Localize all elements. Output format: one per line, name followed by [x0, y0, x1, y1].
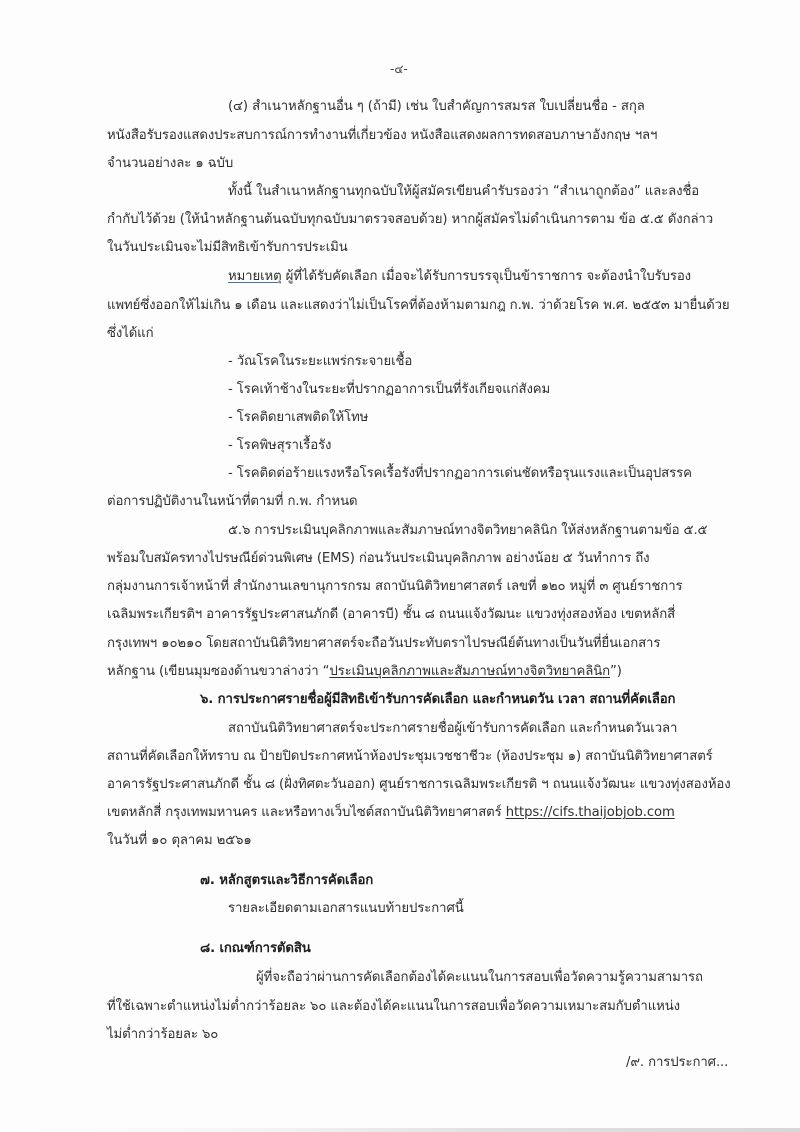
section-heading-8: ๘. เกณฑ์การตัดสิน [200, 941, 311, 956]
text-segment: หลักฐาน (เขียนมุมซองด้านขวาล่างว่า “ [107, 664, 330, 679]
paragraph-line: ทั้งนี้ ในสำเนาหลักฐานทุกฉบับให้ผู้สมัครเขียนคำรับรองว่า “สำเนาถูกต้อง” และลงชื่อ [228, 184, 700, 199]
paragraph-line: ผู้ที่จะถือว่าผ่านการคัดเลือกต้องได้คะแนนในการสอบเพื่อวัดความรู้ความสามารถ [256, 970, 703, 985]
scan-edge-shadow [0, 1128, 800, 1132]
note-label: หมายเหตุ [228, 269, 282, 284]
paragraph-line [107, 663, 622, 681]
paragraph-line: แพทย์ซึ่งออกให้ไม่เกิน ๑ เดือน และแสดงว่าไม่เป็นโรคที่ต้องห้ามตามกฎ ก.พ. ว่าด้วยโรค พ.ศ. ๒๕๕๓ มายื่นด้วย [107, 298, 730, 313]
paragraph-line: กำกับไว้ด้วย (ให้นำหลักฐานต้นฉบับทุกฉบับมาตรวจสอบด้วย) หากผู้สมัครไม่ดำเนินการตาม ข้อ ๕.๕ ดังกล่าว [107, 212, 714, 227]
paragraph-line: กรุงเทพฯ ๑๐๒๑๐ โดยสถาบันนิติวิทยาศาสตร์จะถือวันประทับตราไปรษณีย์ต้นทางเป็นวันที่ยื่นเอกสาร [107, 636, 661, 651]
paragraph-line: ๕.๖ การประเมินบุคลิกภาพและสัมภาษณ์ทางจิตวิทยาคลินิก ให้ส่งหลักฐานตามข้อ ๕.๕ [228, 523, 708, 538]
website-link[interactable]: https://cifs.thaijobjob.com [505, 805, 675, 820]
list-item: - โรคพิษสุราเรื้อรัง [228, 438, 332, 453]
paragraph-line: พร้อมใบสมัครทางไปรษณีย์ด่วนพิเศษ (EMS) ก่อนวันประเมินบุคลิกภาพ อย่างน้อย ๕ วันทำการ ถึง [107, 551, 650, 566]
section-heading-6: ๖. การประกาศรายชื่อผู้มีสิทธิเข้ารับการคัดเลือก และกำหนดวัน เวลา สถานที่คัดเลือก [200, 692, 676, 707]
paragraph-line: ซึ่งได้แก่ [107, 326, 154, 341]
paragraph-line: รายละเอียดตามเอกสารแนบท้ายประกาศนี้ [228, 901, 464, 916]
list-item: - วัณโรคในระยะแพร่กระจายเชื้อ [228, 354, 413, 369]
paragraph-line: จำนวนอย่างละ ๑ ฉบับ [107, 156, 234, 171]
paragraph-line: กลุ่มงานการเจ้าหน้าที่ สำนักงานเลขานุการกรม สถาบันนิติวิทยาศาสตร์ เลขที่ ๑๒๐ หมู่ที่ ๓ ศูนย์ราชการ [107, 579, 683, 594]
text-segment: เขตหลักสี่ กรุงเทพมหานคร และหรือทางเว็บไซต์สถาบันนิติวิทยาศาสตร์ [107, 805, 506, 820]
paragraph-line [107, 804, 675, 822]
paragraph-line: ในวันที่ ๑๐ ตุลาคม ๒๕๖๑ [107, 833, 252, 848]
paragraph-line: ที่ใช้เฉพาะตำแหน่งไม่ต่ำกว่าร้อยละ ๖๐ และต้องได้คะแนนในการสอบเพื่อวัดความเหมาะสมกับตำแหน่ง [107, 999, 680, 1014]
list-item: - โรคติดต่อร้ายแรงหรือโรคเรื้อรังที่ปรากฏอาการเด่นชัดหรือรุนแรงและเป็นอุปสรรค [228, 466, 692, 481]
continuation-marker: /๙. การประกาศ... [626, 1055, 729, 1070]
list-item: - โรคเท้าช้างในระยะที่ปรากฏอาการเป็นที่รังเกียจแก่สังคม [228, 382, 551, 397]
note-line [228, 268, 691, 286]
envelope-label: ประเมินบุคลิกภาพและสัมภาษณ์ทางจิตวิทยาคลินิก [329, 664, 611, 679]
paragraph-line: ต่อการปฏิบัติงานในหน้าที่ตามที่ ก.พ. กำหนด [107, 494, 358, 509]
paragraph-line: ไม่ต่ำกว่าร้อยละ ๖๐ [107, 1027, 219, 1042]
paragraph-line: ในวันประเมินจะไม่มีสิทธิเข้ารับการประเมิน [107, 240, 348, 255]
section-heading-7: ๗. หลักสูตรและวิธีการคัดเลือก [200, 873, 374, 888]
text-segment: ”) [610, 664, 622, 679]
paragraph-line: เฉลิมพระเกียรติฯ อาคารรัฐประศาสนภักดี (อาคารบี) ชั้น ๘ ถนนแจ้งวัฒนะ แขวงทุ่งสองห้อง เขตหลักสี่ [107, 607, 676, 622]
page-number: -๔- [390, 62, 408, 76]
paragraph-line: สถาบันนิติวิทยาศาสตร์จะประกาศรายชื่อผู้เข้ารับการคัดเลือก และกำหนดวันเวลา [228, 721, 678, 736]
paragraph-line: หนังสือรับรองแสดงประสบการณ์การทำงานที่เกี่ยวข้อง หนังสือแสดงผลการทดสอบภาษาอังกฤษ ฯลฯ [107, 128, 658, 143]
list-item: - โรคติดยาเสพติดให้โทษ [228, 410, 369, 425]
paragraph-line: อาคารรัฐประศาสนภักดี ชั้น ๘ (ฝั่งทิศตะวันออก) ศูนย์ราชการเฉลิมพระเกียรติ ฯ ถนนแจ้งวัฒนะ แขวงทุ่งสองห้อง [107, 777, 731, 792]
paragraph-line: (๔) สำเนาหลักฐานอื่น ๆ (ถ้ามี) เช่น ใบสำคัญการสมรส ใบเปลี่ยนชื่อ - สกุล [228, 99, 645, 114]
note-text: ผู้ที่ได้รับคัดเลือก เมื่อจะได้รับการบรรจุเป็นข้าราชการ จะต้องนำใบรับรอง [281, 269, 692, 284]
paragraph-line: สถานที่คัดเลือกให้ทราบ ณ ป้ายปิดประกาศหน้าห้องประชุมเวชชาชีวะ (ห้องประชุม ๑) สถาบันนิติวิทยาศาสตร์ [107, 749, 713, 764]
